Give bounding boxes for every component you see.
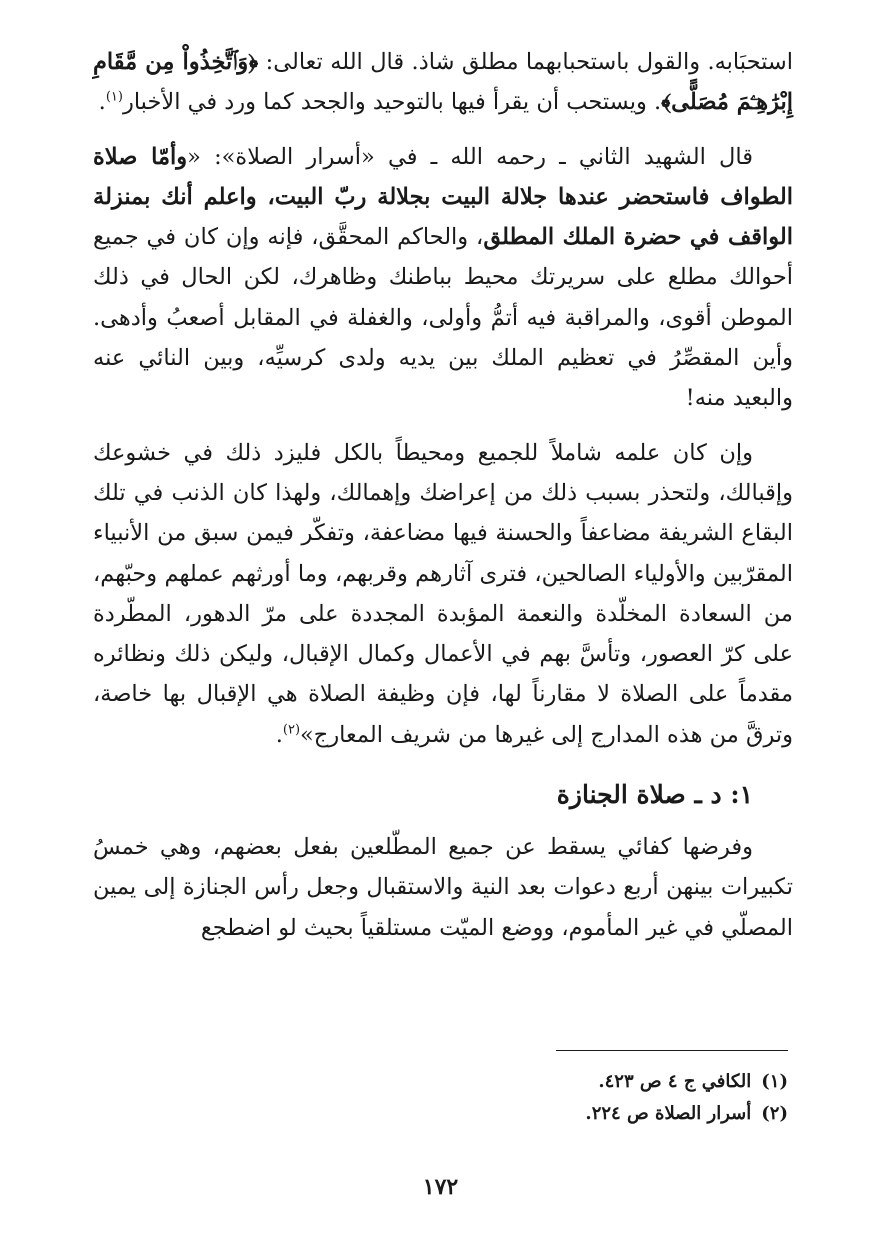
footnote-number: (٢) <box>761 1103 788 1124</box>
footnote-ref-2[interactable]: (٢) <box>282 722 301 738</box>
footnote-text: الكافي ج ٤ ص ٤٢٣. <box>598 1071 752 1092</box>
quran-verse: ﴿وَٱتَّخِذُواْ مِن مَّقَامِ إِبْرَٰهِـۧمَ مُصَلًّى﴾ <box>93 49 793 116</box>
paragraph-2-rest: ، والحاكم المحقَّق، فإنه وإن كان في جميع أحوالك مطلع على سريرتك محيط بباطنك وظاهرك، لكن الحال في ذلك الموطن أقوى، والمراقبة فيه أتمُّ وأولى، والغفلة في المقابل أصعبُ وأدهى. وأين المقصِّرُ في تعظيم الملك بين يديه ولدى كرسيِّه، وبين النائي عنه والبعيد منه! <box>93 224 793 412</box>
section-heading: ١: د ـ صلاة الجنازة <box>556 780 753 810</box>
paragraph-1-rest: . ويستحب أن يقرأ فيها بالتوحيد والجحد كما ورد في الأخبار <box>122 89 662 116</box>
paragraph-2-bold: وأمّا صلاة الطواف فاستحضر عندها جلالة البيت بجلالة ربّ البيت، واعلم أنك بمنزلة الواقف في حضرة الملك المطلق <box>93 143 793 251</box>
paragraph-4 <box>93 827 793 948</box>
footnote-item <box>88 1098 788 1130</box>
paragraph-3-end: . <box>275 721 283 748</box>
footnote-text: أسرار الصلاة ص ٢٢٤. <box>585 1103 752 1124</box>
paragraph-3-text: وإن كان علمه شاملاً للجميع ومحيطاً بالكل فليزد ذلك في خشوعك وإقبالك، ولتحذر بسبب ذلك من إعراضك وإهمالك، ولهذا كان الذنب في تلك البقاع الشريفة مضاعفاً والحسنة فيها مضاعفة، وتفكّر فيمن سبق من الأنبياء المقرّبين والأولياء الصالحين، فترى آثارهم وقربهم، وما أورثهم عملهم وحبّهم، من السعادة المخلّدة والنعمة المؤبدة المجددة على مرّ الدهور، المطّردة على كرّ العصور، وتأسَّ بهم في الأعمال وكمال الإقبال، وليكن ذلك ونظائره مقدماً على الصلاة لا مقارناً لها، فإن وظيفة الصلاة هي الإقبال بها خاصة، وترقَّ من هذه المدارج إلى غيرها من شريف المعارج» <box>93 439 793 748</box>
paragraph-2-intro: قال الشهيد الثاني ـ رحمه الله ـ في «أسرار الصلاة»: « <box>187 143 753 170</box>
paragraph-4-text: وفرضها كفائي يسقط عن جميع المطّلعين بفعل بعضهم، وهي خمسُ تكبيرات بينهن أربع دعوات بعد النية والاستقبال وجعل رأس الجنازة إلى يمين المصلّي في غير المأموم، ووضع الميّت مستلقياً بحيث لو اضطجع <box>93 834 793 941</box>
footnote-ref-1[interactable]: (١) <box>105 89 123 105</box>
paragraph-1 <box>93 42 793 123</box>
footnote-item <box>88 1066 788 1098</box>
footnote-number: (١) <box>761 1071 788 1092</box>
paragraph-2 <box>93 137 793 419</box>
page-number: ١٧٢ <box>422 1174 459 1200</box>
footnote-divider <box>556 1050 788 1051</box>
page-body <box>93 42 793 948</box>
paragraph-1-intro: استحبَابه. والقول باستحبابهما مطلق شاذ. قال الله تعالى: <box>258 49 793 75</box>
paragraph-1-end: . <box>98 89 106 116</box>
paragraph-3 <box>93 433 793 755</box>
footnotes <box>88 1066 788 1130</box>
